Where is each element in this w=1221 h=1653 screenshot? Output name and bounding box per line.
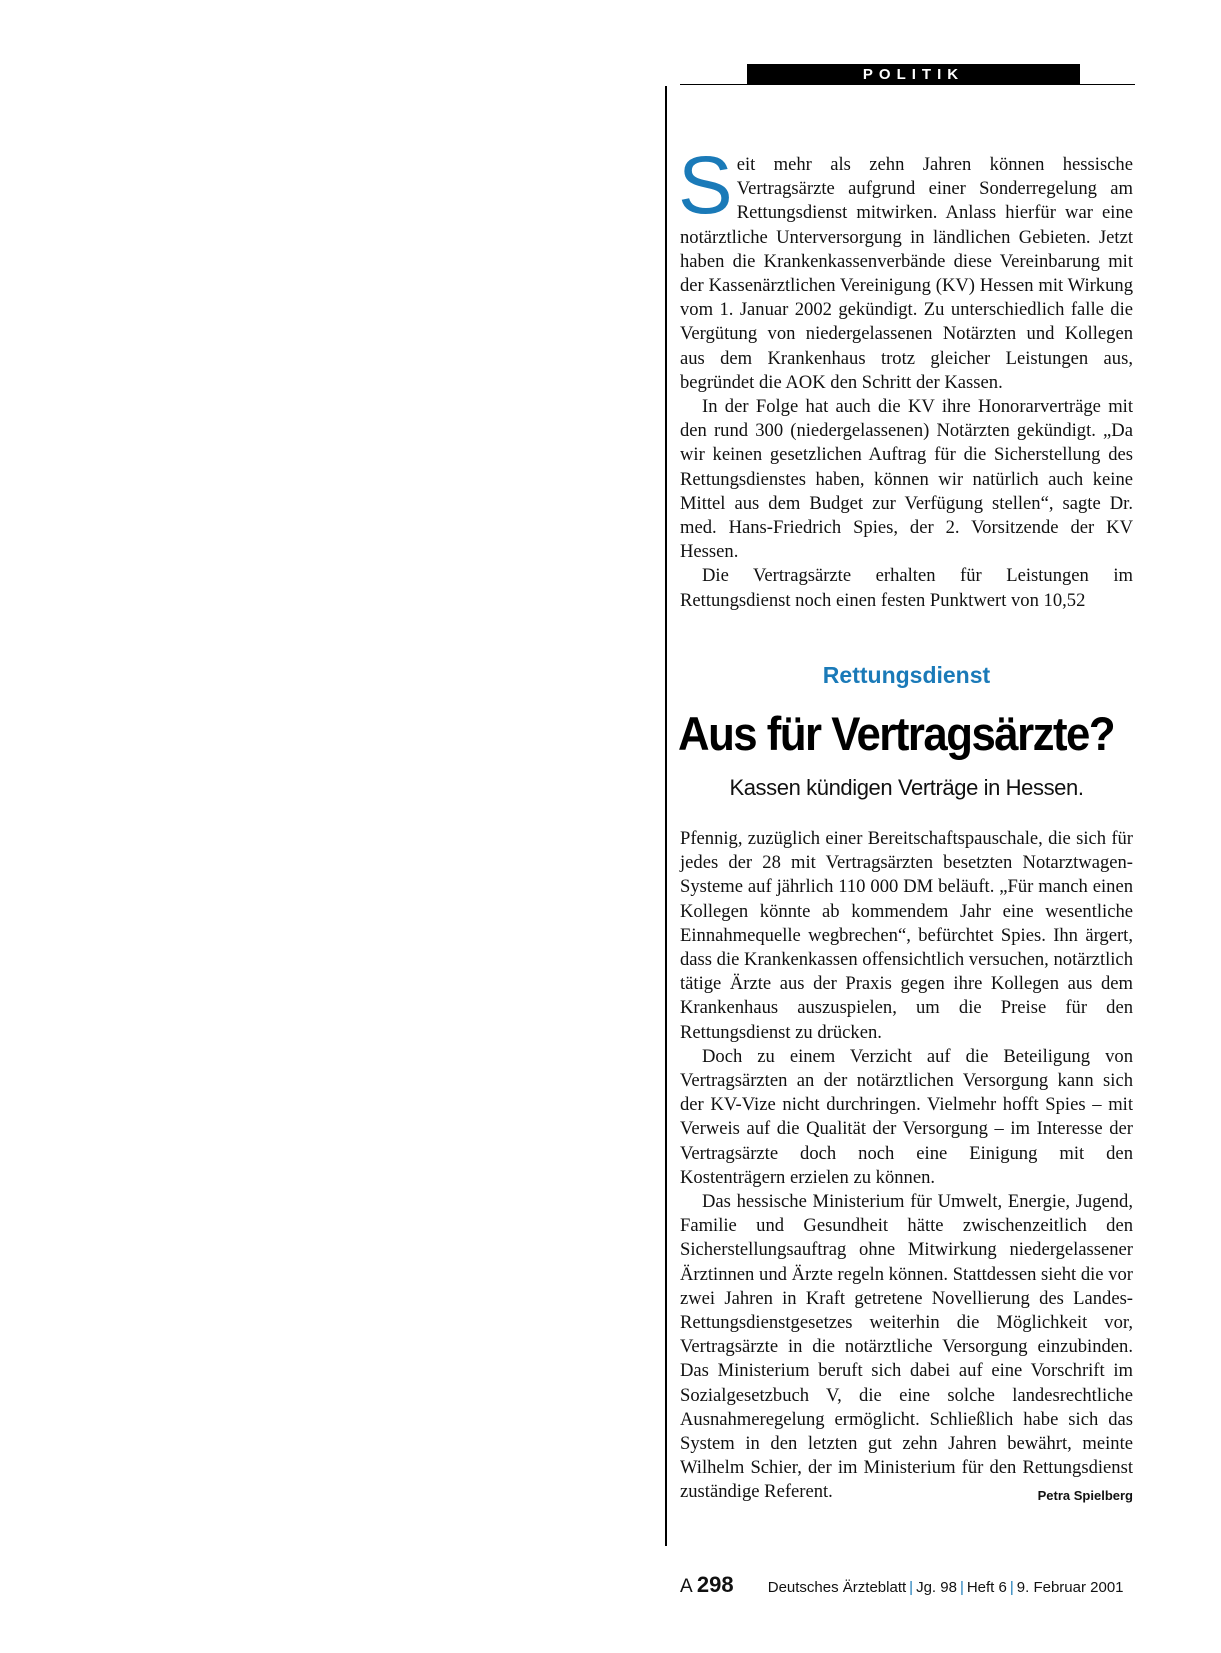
page-number: 298 [696,1572,734,1597]
paragraph-3-continued: Pfennig, zuzüglich einer Bereitschaftspauschale, die sich für jedes der 28 mit Vertragsärzten besetzten Notarztwagen-Systeme auf jährlich 110 000 DM beläuft. „Für manch einen Kollegen könnte ab kommendem Jahr eine wesentliche Einnahmequelle wegbrechen“, befürchtet Spies. Ihn ärgert, dass die Krankenkassen offensichtlich versuchen, notärztlich tätige Ärzte aus der Praxis gegen ihre Kollegen aus dem Krankenhaus auszuspielen, um die Preise für den Rettungsdienst zu drücken. [680,828,1133,1043]
footer-separator: | [959,1579,964,1596]
subheadline: Kassen kündigen Verträge in Hessen. [729,775,1084,800]
page-footer [680,1572,1133,1598]
paragraph-4: Doch zu einem Verzicht auf die Beteiligung von Vertragsärzten an der notärztlichen Versorgung kann sich der KV-Vize nicht durchringen. Vielmehr hofft Spies – mit Verweis auf die Qualität der Versorgung – im Interesse der Vertragsärzte doch noch eine Einigung mit den Kostenträgern erzielen zu können. [680,1045,1133,1188]
issue-date: 9. Februar 2001 [1016,1579,1124,1596]
header-rule [680,84,1135,85]
author-byline: Petra Spielberg [1037,1488,1133,1504]
journal-issue: Heft 6 [966,1579,1007,1596]
column-rule [665,86,667,1546]
footer-separator: | [909,1579,914,1596]
headline: Aus für Vertragsärzte? [678,707,1115,760]
footer-separator: | [1009,1579,1014,1596]
drop-cap: S [678,140,733,231]
journal-volume: Jg. 98 [916,1579,957,1596]
journal-name: Deutsches Ärzteblatt [767,1579,907,1596]
paragraph-2: In der Folge hat auch die KV ihre Honorarverträge mit den rund 300 (niedergelassenen) Notärzten gekündigt. „Da wir keinen gesetzlichen Auftrag für die Sicherstellung des Rettungsdienstes haben, können wir natürlich auch keine Mittel aus dem Budget zur Verfügung stellen“, sagte Dr. med. Hans-Friedrich Spies, der 2. Vorsitzende der KV Hessen. [680,396,1133,563]
paragraph-5: Das hessische Ministerium für Umwelt, Energie, Jugend, Familie und Gesundheit hätte zwischenzeitlich den Sicherstellungsauftrag ohne Mitwirkung niedergelassener Ärztinnen und Ärzte regeln können. Stattdessen sieht die vor zwei Jahren in Kraft getretene Novellierung des Landes-Rettungsdienstgesetzes weiterhin die Möglichkeit vor, Vertragsärzte in die notärztliche Versorgung einzubinden. Das Ministerium beruft sich dabei auf eine Vorschrift im Sozialgesetzbuch V, die eine solche landesrechtliche Ausnahmeregelung ermöglicht. Schließlich habe sich das System in den letzten gut zehn Jahren bewährt, meinte Wilhelm Schier, der im Ministerium für den Rettungsdienst zuständige Referent. Petra Spielberg [680,1190,1133,1505]
section-label: POLITIK [747,64,1080,85]
article-body-bottom [680,827,1133,1509]
paragraph-1: Seit mehr als zehn Jahren können hessische Vertragsärzte aufgrund einer Sonderregelung am Rettungsdienst mitwirken. Anlass hierfür war eine notärztliche Unterversorgung in ländlichen Gebieten. Jetzt haben die Krankenkassenverbände diese Vereinbarung mit der Kassenärztlichen Vereinigung (KV) Hessen mit Wirkung vom 1. Januar 2002 gekündigt. Zu unterschiedlich falle die Vergütung von niedergelassenen Notärzten und Kollegen aus dem Krankenhaus trotz gleicher Leistungen aus, begründet die AOK den Schritt der Kassen. [678,140,1133,393]
article-body-top [678,140,1133,613]
paragraph-3-start: Die Vertragsärzte erhalten für Leistungen im Rettungsdienst noch einen festen Punktwert von 10,52 [680,565,1133,611]
page-prefix: A [680,1576,693,1597]
kicker: Rettungsdienst [822,662,991,688]
